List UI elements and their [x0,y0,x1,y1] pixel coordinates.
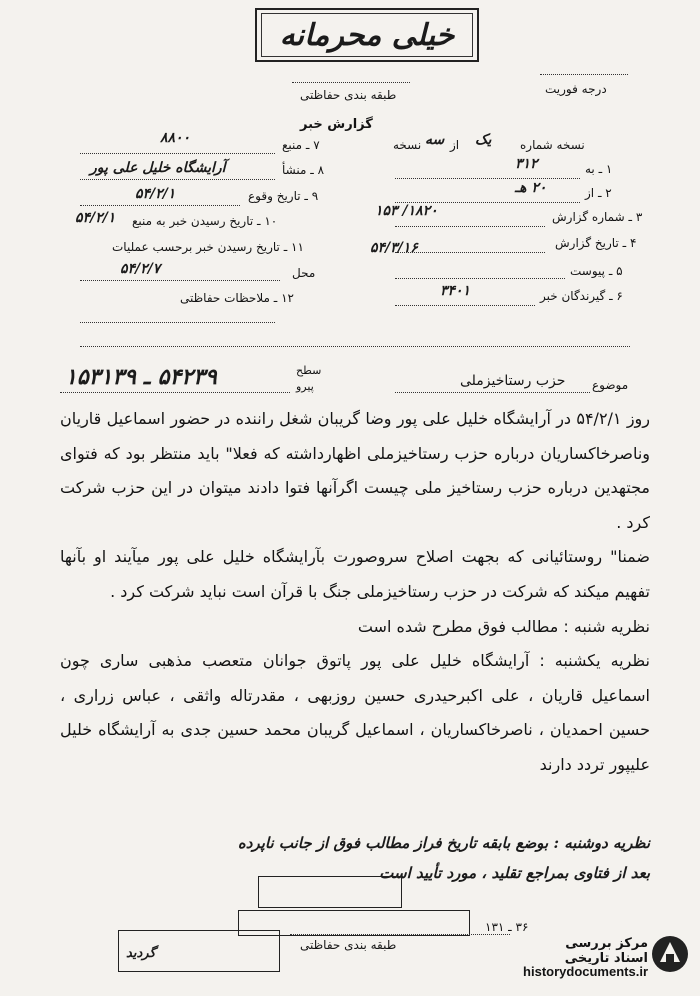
watermark-url: historydocuments.ir [523,964,648,979]
copy-number-value: یک [475,132,492,148]
received-label: گردید [126,946,156,961]
field-1-value: ۳۱۲ [515,156,538,172]
field-9-dots [80,205,240,206]
subject-value: حزب رستاخیزملی [460,373,566,389]
handwritten-line-2: بعد از فتاوی بمراجع تقلید ، مورد تأیید است [379,864,650,882]
reference-label-bottom: پیرو [296,380,314,393]
field-3-dots [395,226,545,227]
body-paragraph-3: نظریه شنبه : مطالب فوق مطرح شده است [357,616,650,636]
urgency-label: درجه فوریت [545,82,607,96]
field-4-label: ۴ ـ تاریخ گزارش [555,236,637,250]
field-6-dots [395,305,535,306]
field-4-dots [395,252,545,253]
field-5-label: ۵ ـ پیوست [570,264,623,278]
field-2-value: ۲۰ هـ [515,180,547,196]
body-paragraph-1: روز ۵۴/۲/۱ در آرایشگاه خلیل علی پور وضا گریبان شغل راننده در حضور اسماعیل قاریان وناصرخاکساریان درباره حزب رستاخیزملی اظهارداشته که فعلا" باید منتظر بود که فتوای مجتهدین درباره حزب رستاخیز ملی چیست اگرآنها فتوا دادند میتوان در این حزب شرکت کرد . [60,409,650,532]
field-8-label: ۸ ـ منشأ [282,163,325,177]
field-11-b-label: محل [292,266,316,280]
field-9-value: ۵۴/۲/۱ [135,186,176,202]
classification-dots [292,82,410,83]
body-paragraph-2: ضمنا" روستائیانی که بجهت اصلاح سروصورت بآرایشگاه خلیل علی پور میآیند او بآنها تفهیم میکند که شرکت در حزب رستاخیزملی جنگ با قرآن است نباید شرکت کرد . [60,547,650,601]
subject-dots [395,392,590,393]
field-1-label: ۱ ـ به [585,162,613,176]
field-9-label: ۹ ـ تاریخ وقوع [248,189,319,203]
report-title: گزارش خبر [300,117,373,132]
field-1-dots [395,178,580,179]
copy-number-label: نسخه شماره [520,138,585,152]
field-8-value: آرایشگاه خلیل علی پور [90,160,226,176]
classification-stamp [255,8,479,62]
reference-number: ۵۴۲۳۹ ـ ۱۵۳۱۳۹ [65,364,217,390]
field-6-label: ۶ ـ گیرندگان خبر [540,289,623,303]
urgency-dots [540,74,628,75]
field-11-label: ۱۱ ـ تاریخ رسیدن خبر برحسب عملیات [112,240,304,254]
archive-logo-icon [650,932,690,976]
copy-from-value: سه [425,132,445,148]
subject-label: موضوع [592,378,629,392]
stamp-text: خیلی محرمانه [261,13,473,57]
field-3-value: ۱۸۲۰/ ۱۵۳ [375,203,438,219]
field-4-value: ۵۴/۳/۱۶ [370,240,418,256]
field-11-value: ۵۴/۲/۷ [120,261,161,277]
watermark [523,924,700,996]
reference-dots [60,392,290,393]
reference-label-top: سطح [296,364,322,377]
report-body [60,402,650,783]
footer-date: ۳۶ ـ ۱۳۱ [485,920,529,934]
field-7-label: ۷ ـ منبع [282,138,320,152]
field-6-value: ۳۴۰۱ [440,283,471,299]
signature-box-1 [258,876,402,908]
field-7-value: ۸۸۰۰ [160,130,191,146]
copy-label-2: نسخه [393,138,422,152]
field-10-value: ۵۴/۲/۱ [75,210,116,226]
field-10-label: ۱۰ ـ تاریخ رسیدن خبر به منبع [132,214,278,228]
separator-dots [80,346,630,347]
field-11-dots [80,280,280,281]
field-7-dots [80,153,275,154]
footer-classification-label: طبقه بندی حفاظتی [300,938,397,952]
field-8-dots [80,179,275,180]
copy-from-label: از [450,138,460,152]
handwritten-line-1: نظریه دوشنبه : بوضع بابقه تاریخ فراز مطالب فوق از جانب ناپرده [237,834,650,852]
footer-stamp-area [118,864,508,974]
classification-label: طبقه بندی حفاظتی [300,88,397,102]
field-12-label: ۱۲ ـ ملاحظات حفاظتی [180,291,294,305]
field-2-label: ۲ ـ از [585,186,612,200]
field-12-dots-1 [80,322,275,323]
body-paragraph-4: نظریه یکشنبه : آرایشگاه خلیل علی پور پاتوق جوانان متعصب مذهبی ساری چون اسماعیل قاریان ، علی اکبرحیدری حسین روزبهی ، مقدرتاله واثقی ، عباس زراری ، حسین احمدیان ، ناصرخاکساریان ، اسماعیل گریبان محمد حسین جدی به آرایشگاه خلیل علیپور تردد دارند [60,651,650,774]
field-5-dots [395,278,565,279]
watermark-title: مرکز بررسی اسناد تاریخی [564,936,648,966]
field-3-label: ۳ ـ شماره گزارش [552,210,643,224]
footer-dots [290,934,510,935]
